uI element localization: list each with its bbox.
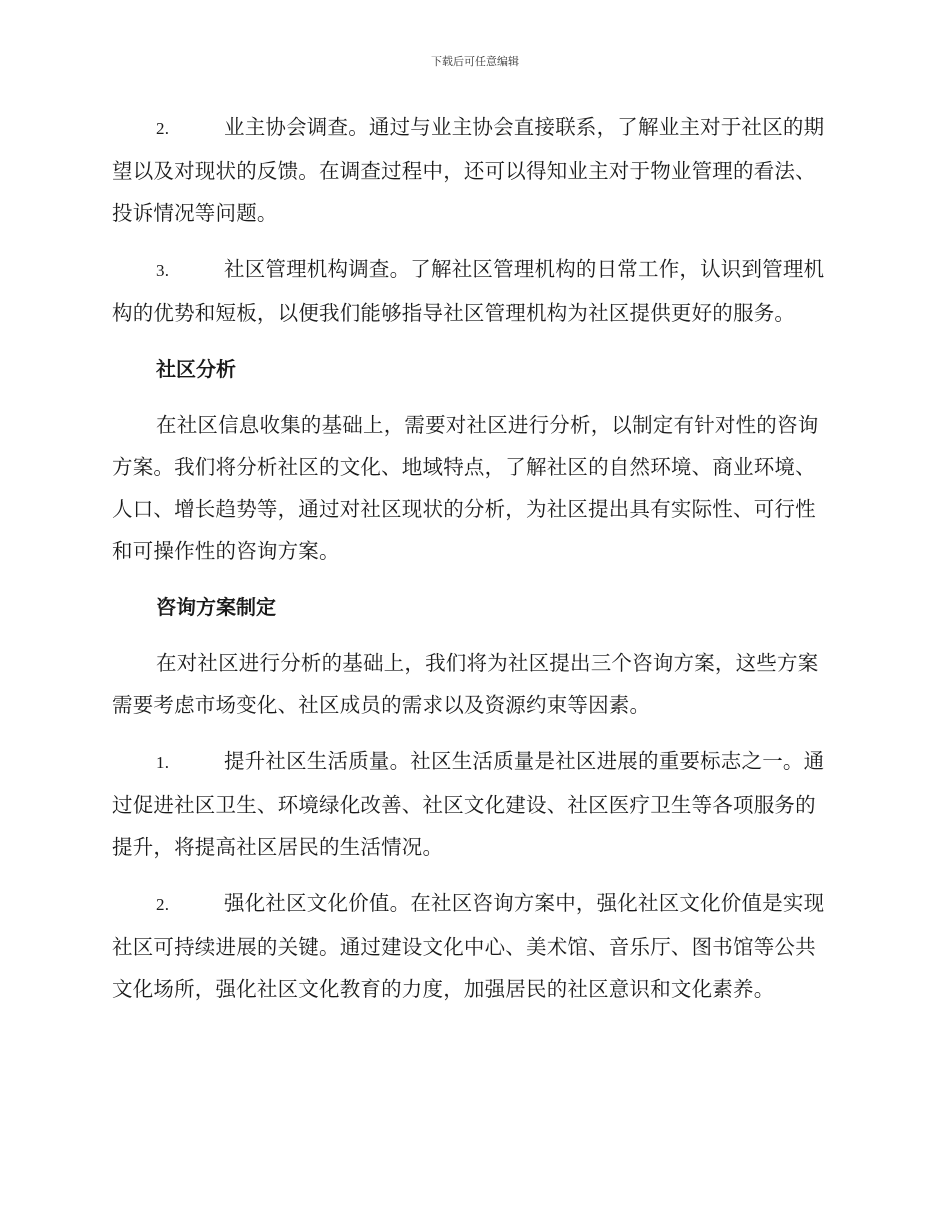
section-heading-community-analysis: 社区分析 — [156, 357, 236, 381]
paragraph-text: 社区管理机构调查。了解社区管理机构的日常工作，认识到管理机构的优势和短板，以便我们能够指导社区管理机构为社区提供更好的服务。 — [112, 257, 825, 325]
list-number: 3. — [156, 261, 170, 280]
paragraph-text: 在对社区进行分析的基础上，我们将为社区提出三个咨询方案，这些方案需要考虑市场变化、社区成员的需求以及资源约束等因素。 — [112, 651, 819, 717]
paragraph-community-analysis — [112, 404, 834, 572]
list-number: 2. — [156, 119, 170, 138]
list-item-owner-association-survey — [112, 106, 834, 234]
list-item-quality-of-life — [112, 740, 834, 868]
paragraph-text: 业主协会调查。通过与业主协会直接联系，了解业主对于社区的期望以及对现状的反馈。在调查过程中，还可以得知业主对于物业管理的看法、投诉情况等问题。 — [112, 115, 825, 225]
list-number: 1. — [156, 753, 170, 772]
list-item-cultural-value — [112, 882, 834, 1010]
paragraph-text: 强化社区文化价值。在社区咨询方案中，强化社区文化价值是实现社区可持续进展的关键。通过建设文化中心、美术馆、音乐厅、图书馆等公共文化场所，强化社区文化教育的力度，加强居民的社区意识和文化素养。 — [112, 891, 825, 1001]
list-item-management-survey — [112, 248, 834, 334]
document-body — [112, 106, 834, 1024]
paragraph-text: 在社区信息收集的基础上，需要对社区进行分析，以制定有针对性的咨询方案。我们将分析社区的文化、地域特点，了解社区的自然环境、商业环境、人口、增长趋势等，通过对社区现状的分析，为社区提出具有实际性、可行性和可操作性的咨询方案。 — [112, 413, 819, 563]
page-header: 下载后可任意编辑 — [431, 55, 519, 68]
list-number: 2. — [156, 895, 170, 914]
paragraph-plan-formulation — [112, 642, 834, 726]
paragraph-text: 提升社区生活质量。社区生活质量是社区进展的重要标志之一。通过促进社区卫生、环境绿化改善、社区文化建设、社区医疗卫生等各项服务的提升，将提高社区居民的生活情况。 — [112, 749, 825, 859]
section-heading-plan-formulation: 咨询方案制定 — [156, 595, 276, 619]
